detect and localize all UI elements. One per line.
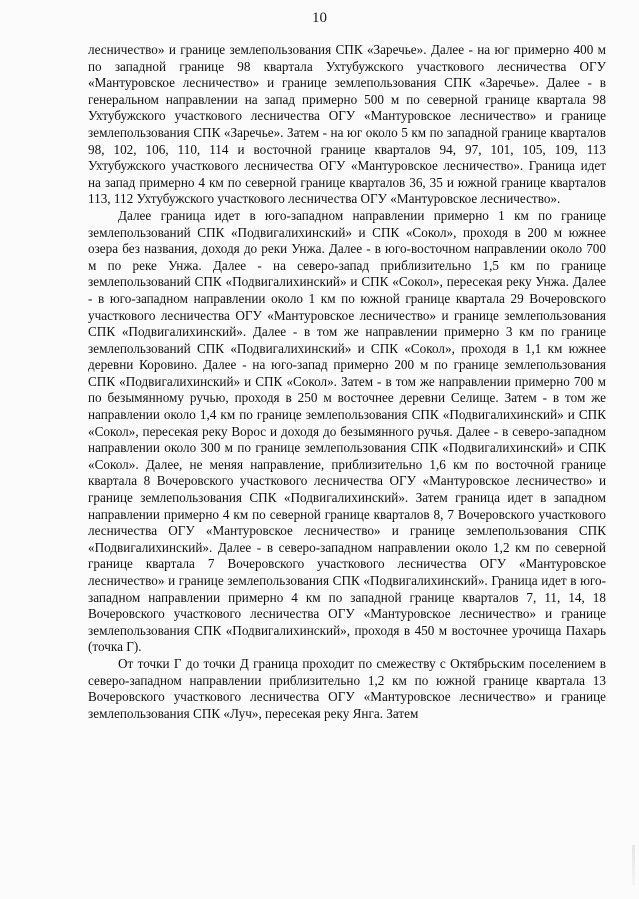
document-body (88, 42, 606, 722)
paragraph-1: лесничество» и границе землепользования СПК «Заречье». Далее - на юг примерно 400 м по западной границе 98 квартала Ухтубужского участкового лесничества ОГУ «Мантуровское лесничество» и границе землепользования СПК «Заречье». Далее - в генеральном направлении на запад примерно 500 м по северной границе квартала 98 Ухтубужского участкового лесничества ОГУ «Мантуровское лесничество» и границе землепользования СПК «Заречье». Затем - на юг около 5 км по западной границе кварталов 98, 102, 106, 110, 114 и восточной границе кварталов 94, 97, 101, 105, 109, 113 Ухтубужского участкового лесничества ОГУ «Мантуровское лесничество». Граница идет на запад примерно 4 км по северной границе кварталов 36, 35 и южной границе кварталов 113, 112 Ухтубужского участкового лесничества ОГУ «Мантуровское лесничество». (88, 42, 606, 207)
page-number: 10 (312, 10, 327, 26)
scan-edge-mark (632, 845, 635, 885)
paragraph-2: Далее граница идет в юго-западном направлении примерно 1 км по границе землепользований СПК «Подвигалихинский» и СПК «Сокол», проходя в 200 м южнее озера без названия, доходя до реки Унжа. Далее - в юго-восточном направлении около 700 м по реке Унжа. Далее - на северо-запад приблизительно 1,5 км по границе землепользований СПК «Подвигалихинский» и СПК «Сокол», пересекая реку Унжа. Далее - в юго-западном направлении около 1 км по южной границе квартала 29 Вочеровского участкового лесничества ОГУ «Мантуровское лесничество» и границе землепользования СПК «Подвигалихинский». Далее - в том же направлении примерно 3 км по границе землепользований СПК «Подвигалихинский» и СПК «Сокол», проходя в 1,1 км южнее деревни Коровино. Далее - на юго-запад примерно 200 м по границе землепользования СПК «Подвигалихинский» и СПК «Сокол». Затем - в том же направлении примерно 700 м по безымянному ручью, проходя в 250 м восточнее деревни Селище. Затем - в том же направлении около 1,4 км по границе землепользования СПК «Подвигалихинский» и СПК «Сокол», пересекая реку Ворос и доходя до безымянного ручья. Далее - в северо-западном направлении около 300 м по границе землепользования СПК «Подвигалихинский» и СПК «Сокол». Далее, не меняя направление, приблизительно 1,6 км по восточной границе квартала 8 Вочеровского участкового лесничества ОГУ «Мантуровское лесничество» и границе землепользования СПК «Подвигалихинский». Затем граница идет в западном направлении примерно 4 км по северной границе кварталов 8, 7 Вочеровского участкового лесничества ОГУ «Мантуровское лесничество» и границе землепользования СПК «Подвигалихинский». Далее - в северо-западном направлении около 1,2 км по северной границе квартала 7 Вочеровского участкового лесничества ОГУ «Мантуровское лесничество» и границе землепользования СПК «Подвигалихинский». Граница идет в юго-западном направлении примерно 4 км по западной границе кварталов 7, 11, 14, 18 Вочеровского участкового лесничества ОГУ «Мантуровское лесничество» и границе землепользования СПК «Подвигалихинский», проходя в 450 м восточнее урочища Пахарь (точка Г). (88, 207, 606, 655)
paragraph-3: От точки Г до точки Д граница проходит по смежеству с Октябрьским поселением в северо-западном направлении приблизительно 1,2 км по южной границе квартала 13 Вочеровского участкового лесничества ОГУ «Мантуровское лесничество» и границе землепользования СПК «Луч», пересекая реку Янга. Затем (88, 655, 606, 721)
